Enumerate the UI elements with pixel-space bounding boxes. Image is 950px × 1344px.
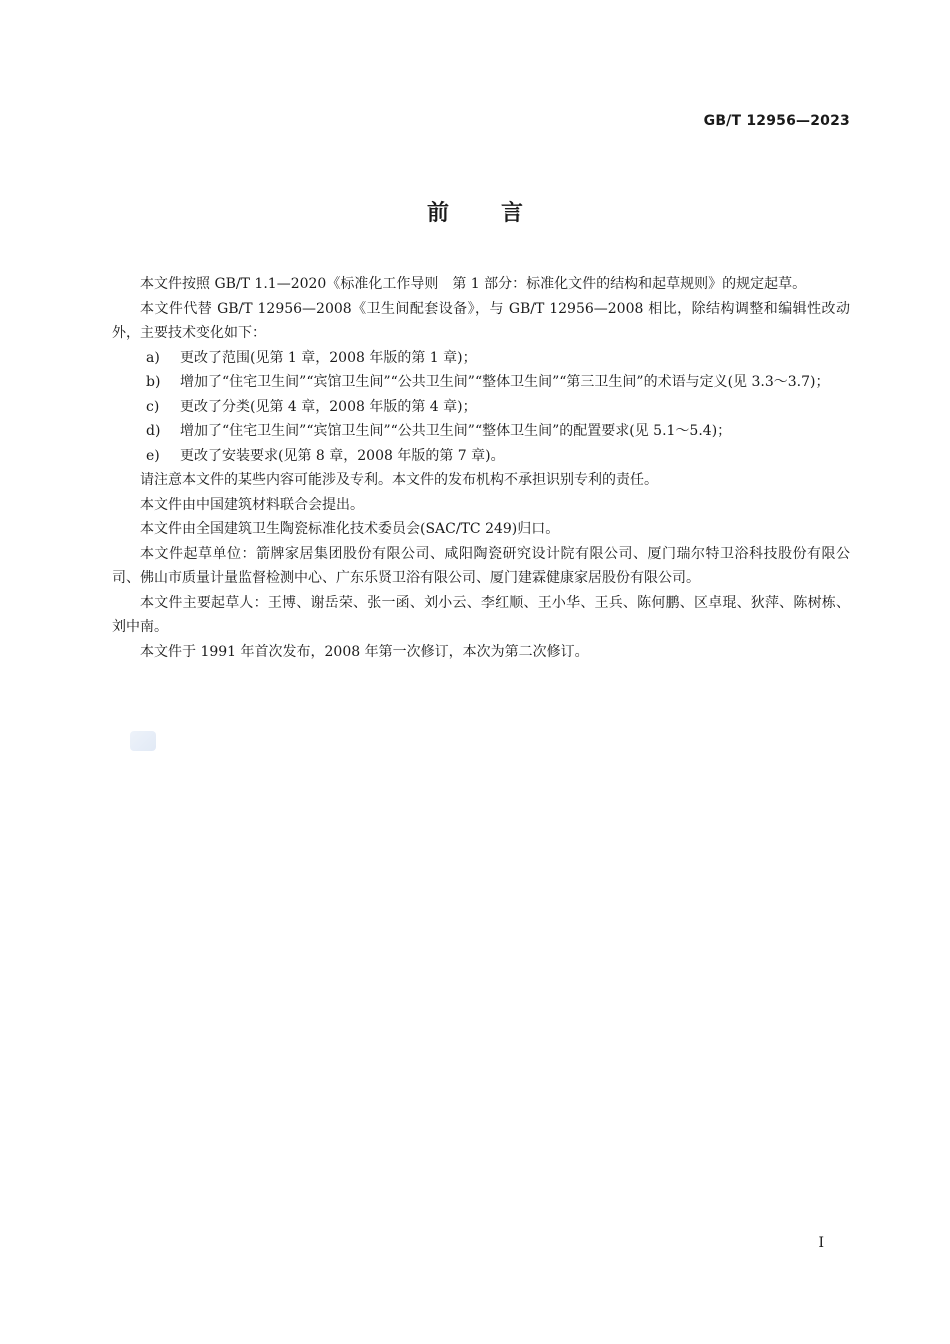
list-marker: c) bbox=[146, 398, 160, 415]
list-item bbox=[112, 419, 850, 444]
list-item bbox=[112, 370, 850, 395]
list-marker: e) bbox=[146, 447, 160, 464]
paragraph-drafting-units: 本文件起草单位：箭牌家居集团股份有限公司、咸阳陶瓷研究设计院有限公司、厦门瑞尔特卫浴科技股份有限公司、佛山市质量计量监督检测中心、广东乐贤卫浴有限公司、厦门建霖健康家居股份有限公司。 bbox=[112, 545, 850, 586]
list-marker: a) bbox=[146, 349, 160, 366]
foreword-body bbox=[112, 272, 850, 664]
paragraph-replacement: 本文件代替 GB/T 12956—2008《卫生间配套设备》，与 GB/T 12956—2008 相比，除结构调整和编辑性改动外，主要技术变化如下： bbox=[112, 300, 850, 341]
list-item-text: 更改了分类(见第 4 章，2008 年版的第 4 章)； bbox=[180, 398, 477, 415]
list-item bbox=[112, 395, 850, 420]
paragraph-drafting-basis: 本文件按照 GB/T 1.1—2020《标准化工作导则 第 1 部分：标准化文件的结构和起草规则》的规定起草。 bbox=[140, 276, 807, 292]
list-item bbox=[112, 346, 850, 371]
paragraph-proposer: 本文件由中国建筑材料联合会提出。 bbox=[140, 496, 364, 513]
watermark-icon bbox=[130, 731, 156, 751]
title-char-left: 前 bbox=[426, 201, 449, 226]
paragraph-drafters: 本文件主要起草人：王博、谢岳荣、张一函、刘小云、李红顺、王小华、王兵、陈何鹏、区卓琨、狄萍、陈树栋、刘中南。 bbox=[112, 594, 850, 635]
list-item-text: 更改了范围(见第 1 章，2008 年版的第 1 章)； bbox=[180, 349, 477, 366]
list-item-text: 增加了“住宅卫生间”“宾馆卫生间”“公共卫生间”“整体卫生间”的配置要求(见 5.1～5.4)； bbox=[180, 423, 732, 439]
page-title bbox=[0, 196, 950, 227]
page-number: I bbox=[818, 1235, 824, 1251]
paragraph-committee: 本文件由全国建筑卫生陶瓷标准化技术委员会(SAC/TC 249)归口。 bbox=[140, 521, 560, 537]
list-marker: d) bbox=[146, 423, 161, 439]
list-item-text: 增加了“住宅卫生间”“宾馆卫生间”“公共卫生间”“整体卫生间”“第三卫生间”的术语与定义(见 3.3～3.7)； bbox=[180, 374, 830, 390]
title-char-right: 言 bbox=[501, 201, 524, 226]
standard-code: GB/T 12956—2023 bbox=[703, 113, 850, 129]
list-marker: b) bbox=[146, 374, 161, 390]
list-item-text: 更改了安装要求(见第 8 章，2008 年版的第 7 章)。 bbox=[180, 447, 505, 464]
list-item bbox=[112, 444, 850, 469]
paragraph-history: 本文件于 1991 年首次发布，2008 年第一次修订，本次为第二次修订。 bbox=[140, 643, 589, 660]
paragraph-patent-notice: 请注意本文件的某些内容可能涉及专利。本文件的发布机构不承担识别专利的责任。 bbox=[140, 472, 658, 488]
